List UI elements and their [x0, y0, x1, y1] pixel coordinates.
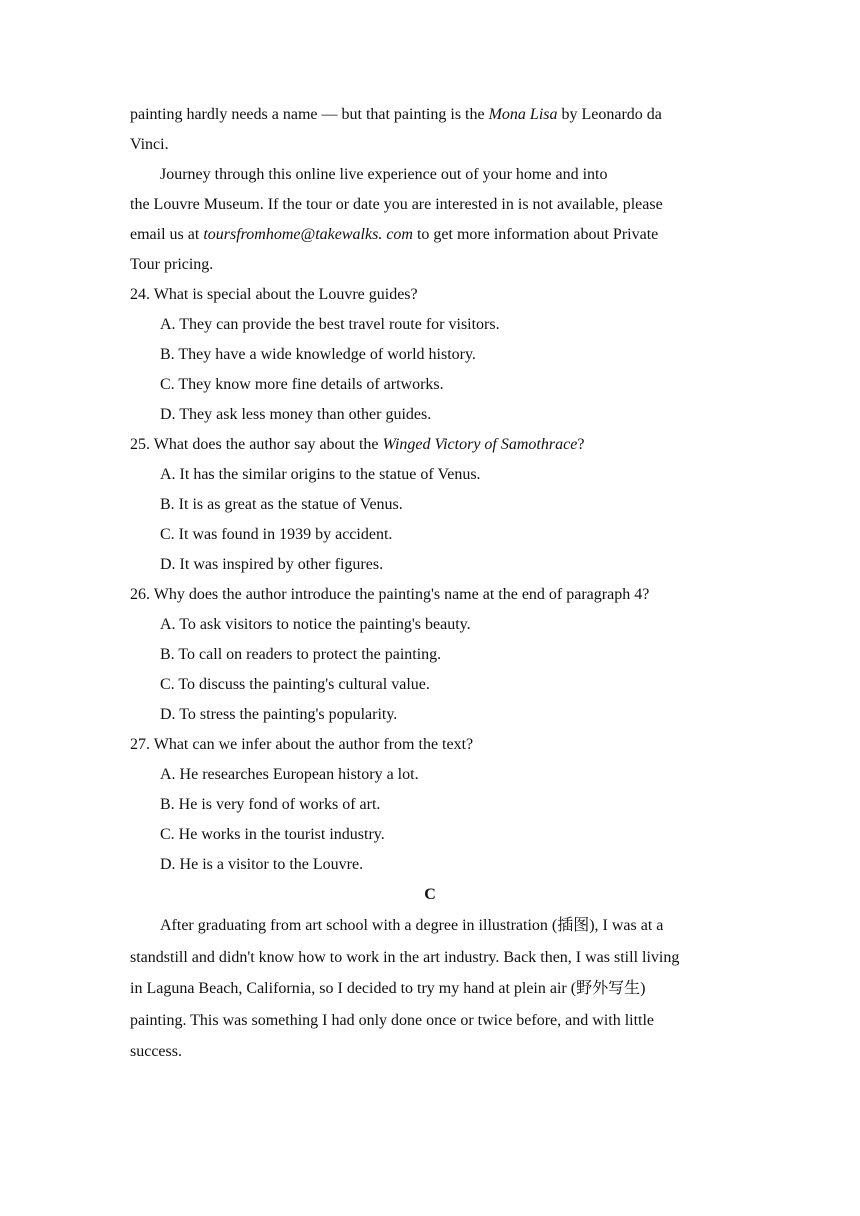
- question-stem: 26. Why does the author introduce the painting's name at the end of paragraph 4?: [130, 586, 650, 603]
- option-b: B. They have a wide knowledge of world history.: [160, 346, 476, 363]
- emphasis-title: Winged Victory of Samothrace: [382, 436, 578, 453]
- paragraph-line: success.: [130, 1043, 182, 1060]
- section-heading: C: [424, 886, 436, 903]
- passage-b: [130, 100, 730, 280]
- question-stem: 27. What can we infer about the author from the text?: [130, 736, 474, 753]
- option-c: C. They know more fine details of artworks.: [160, 376, 444, 393]
- question-stem: 24. What is special about the Louvre guides?: [130, 286, 418, 303]
- option-c: C. He works in the tourist industry.: [160, 826, 385, 843]
- option-d: D. To stress the painting's popularity.: [160, 706, 398, 723]
- email-address: toursfromhome@takewalks. com: [203, 226, 413, 243]
- option-d: D. It was inspired by other figures.: [160, 556, 384, 573]
- option-c: C. It was found in 1939 by accident.: [160, 526, 393, 543]
- option-d: D. He is a visitor to the Louvre.: [160, 856, 364, 873]
- option-c: C. To discuss the painting's cultural value.: [160, 676, 430, 693]
- passage-line: Tour pricing.: [130, 256, 214, 273]
- passage-line: Vinci.: [130, 136, 169, 153]
- option-b: B. He is very fond of works of art.: [160, 796, 381, 813]
- document-page: [130, 100, 730, 1068]
- option-a: A. It has the similar origins to the statue of Venus.: [160, 466, 481, 483]
- option-a: A. To ask visitors to notice the painting's beauty.: [160, 616, 471, 633]
- option-b: B. It is as great as the statue of Venus.: [160, 496, 403, 513]
- option-b: B. To call on readers to protect the painting.: [160, 646, 442, 663]
- question-25: [130, 430, 730, 580]
- passage-line: painting hardly needs a name — but that painting is the Mona Lisa by Leonardo da: [130, 106, 662, 123]
- question-24: [130, 280, 730, 430]
- option-d: D. They ask less money than other guides.: [160, 406, 432, 423]
- section-c-paragraph: [130, 910, 730, 1068]
- paragraph-line: standstill and didn't know how to work in the art industry. Back then, I was still living: [130, 948, 680, 966]
- question-26: [130, 580, 730, 730]
- option-a: A. They can provide the best travel route for visitors.: [160, 316, 500, 333]
- paragraph-line: painting. This was something I had only done once or twice before, and with little: [130, 1011, 655, 1029]
- passage-line: the Louvre Museum. If the tour or date you are interested in is not available, please: [130, 196, 663, 213]
- question-27: [130, 730, 730, 880]
- paragraph-line: After graduating from art school with a degree in illustration (插图), I was at a: [160, 917, 664, 934]
- question-stem: 25. What does the author say about the Winged Victory of Samothrace?: [130, 436, 585, 453]
- passage-line: email us at toursfromhome@takewalks. com to get more information about Private: [130, 226, 659, 243]
- option-a: A. He researches European history a lot.: [160, 766, 419, 783]
- emphasis-title: Mona Lisa: [488, 106, 558, 123]
- passage-line: Journey through this online live experience out of your home and into: [160, 166, 608, 183]
- paragraph-line: in Laguna Beach, California, so I decided to try my hand at plein air (野外写生): [130, 980, 646, 997]
